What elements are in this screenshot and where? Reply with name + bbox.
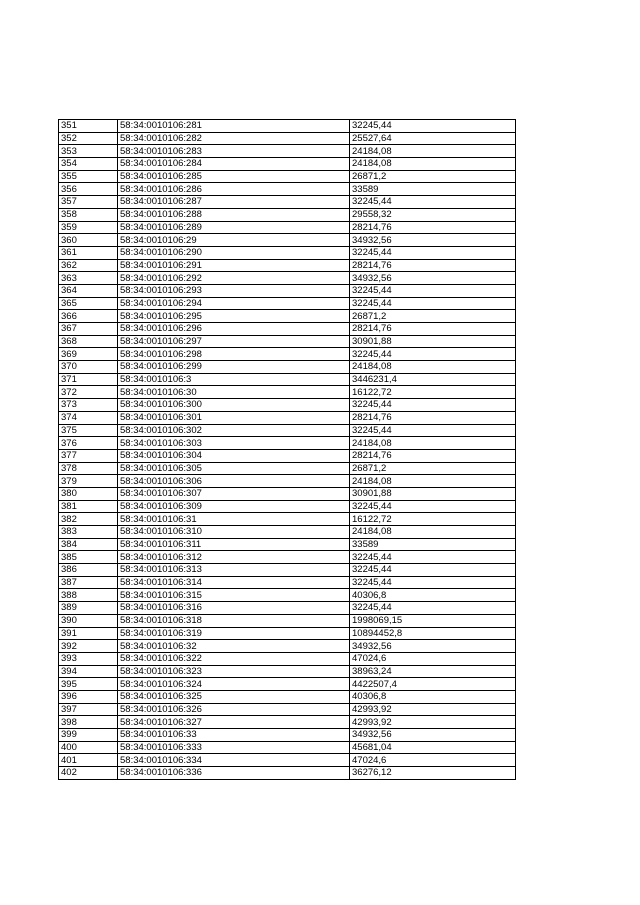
row-number-cell: 364 — [59, 284, 118, 297]
table-row — [59, 183, 516, 196]
value-cell: 28214,76 — [350, 449, 516, 462]
cadastral-number-cell: 58:34:0010106:293 — [118, 284, 350, 297]
table-row — [59, 767, 516, 780]
cadastral-number-cell: 58:34:0010106:315 — [118, 589, 350, 602]
table-row — [59, 513, 516, 526]
row-number-cell: 399 — [59, 729, 118, 742]
value-cell: 24184,08 — [350, 437, 516, 450]
table-row — [59, 297, 516, 310]
row-number-cell: 380 — [59, 487, 118, 500]
cadastral-number-cell: 58:34:0010106:309 — [118, 500, 350, 513]
row-number-cell: 374 — [59, 411, 118, 424]
value-cell: 29558,32 — [350, 208, 516, 221]
cadastral-number-cell: 58:34:0010106:288 — [118, 208, 350, 221]
table-row — [59, 652, 516, 665]
table-row — [59, 678, 516, 691]
cadastral-number-cell: 58:34:0010106:31 — [118, 513, 350, 526]
value-cell: 24184,08 — [350, 361, 516, 374]
table-row — [59, 120, 516, 133]
table-row — [59, 411, 516, 424]
cadastral-number-cell: 58:34:0010106:325 — [118, 690, 350, 703]
table-row — [59, 564, 516, 577]
table-row — [59, 361, 516, 374]
table-row — [59, 551, 516, 564]
row-number-cell: 360 — [59, 234, 118, 247]
cadastral-number-cell: 58:34:0010106:311 — [118, 538, 350, 551]
row-number-cell: 368 — [59, 335, 118, 348]
cadastral-number-cell: 58:34:0010106:284 — [118, 158, 350, 171]
cadastral-number-cell: 58:34:0010106:291 — [118, 259, 350, 272]
row-number-cell: 400 — [59, 741, 118, 754]
row-number-cell: 397 — [59, 703, 118, 716]
cadastral-number-cell: 58:34:0010106:324 — [118, 678, 350, 691]
row-number-cell: 385 — [59, 551, 118, 564]
table-row — [59, 145, 516, 158]
row-number-cell: 371 — [59, 373, 118, 386]
table-row — [59, 627, 516, 640]
cadastral-number-cell: 58:34:0010106:316 — [118, 602, 350, 615]
cadastral-number-cell: 58:34:0010106:323 — [118, 665, 350, 678]
cadastral-number-cell: 58:34:0010106:295 — [118, 310, 350, 323]
row-number-cell: 362 — [59, 259, 118, 272]
value-cell: 26871,2 — [350, 170, 516, 183]
table-row — [59, 741, 516, 754]
value-cell: 34932,56 — [350, 729, 516, 742]
row-number-cell: 384 — [59, 538, 118, 551]
cadastral-number-cell: 58:34:0010106:285 — [118, 170, 350, 183]
data-table — [58, 119, 516, 780]
value-cell: 32245,44 — [350, 348, 516, 361]
value-cell: 34932,56 — [350, 234, 516, 247]
row-number-cell: 394 — [59, 665, 118, 678]
row-number-cell: 386 — [59, 564, 118, 577]
row-number-cell: 383 — [59, 526, 118, 539]
table-row — [59, 475, 516, 488]
row-number-cell: 367 — [59, 323, 118, 336]
table-row — [59, 729, 516, 742]
row-number-cell: 389 — [59, 602, 118, 615]
value-cell: 45681,04 — [350, 741, 516, 754]
value-cell: 38963,24 — [350, 665, 516, 678]
table-row — [59, 424, 516, 437]
row-number-cell: 387 — [59, 576, 118, 589]
cadastral-number-cell: 58:34:0010106:336 — [118, 767, 350, 780]
row-number-cell: 355 — [59, 170, 118, 183]
row-number-cell: 382 — [59, 513, 118, 526]
value-cell: 36276,12 — [350, 767, 516, 780]
value-cell: 32245,44 — [350, 196, 516, 209]
row-number-cell: 391 — [59, 627, 118, 640]
table-row — [59, 170, 516, 183]
row-number-cell: 377 — [59, 449, 118, 462]
cadastral-number-cell: 58:34:0010106:32 — [118, 640, 350, 653]
value-cell: 25527,64 — [350, 132, 516, 145]
value-cell: 33589 — [350, 183, 516, 196]
row-number-cell: 366 — [59, 310, 118, 323]
row-number-cell: 372 — [59, 386, 118, 399]
row-number-cell: 396 — [59, 690, 118, 703]
cadastral-number-cell: 58:34:0010106:30 — [118, 386, 350, 399]
cadastral-number-cell: 58:34:0010106:305 — [118, 462, 350, 475]
table-row — [59, 323, 516, 336]
table-row — [59, 487, 516, 500]
table-row — [59, 538, 516, 551]
cadastral-number-cell: 58:34:0010106:313 — [118, 564, 350, 577]
row-number-cell: 379 — [59, 475, 118, 488]
cadastral-number-cell: 58:34:0010106:314 — [118, 576, 350, 589]
table-row — [59, 310, 516, 323]
row-number-cell: 378 — [59, 462, 118, 475]
table-row — [59, 526, 516, 539]
value-cell: 34932,56 — [350, 640, 516, 653]
table-row — [59, 614, 516, 627]
row-number-cell: 356 — [59, 183, 118, 196]
value-cell: 28214,76 — [350, 221, 516, 234]
table-row — [59, 462, 516, 475]
value-cell: 28214,76 — [350, 323, 516, 336]
value-cell: 34932,56 — [350, 272, 516, 285]
value-cell: 30901,88 — [350, 335, 516, 348]
cadastral-number-cell: 58:34:0010106:319 — [118, 627, 350, 640]
row-number-cell: 398 — [59, 716, 118, 729]
cadastral-number-cell: 58:34:0010106:3 — [118, 373, 350, 386]
cadastral-number-cell: 58:34:0010106:281 — [118, 120, 350, 133]
value-cell: 47024,6 — [350, 754, 516, 767]
table-row — [59, 589, 516, 602]
table-row — [59, 437, 516, 450]
value-cell: 24184,08 — [350, 158, 516, 171]
table-row — [59, 754, 516, 767]
row-number-cell: 354 — [59, 158, 118, 171]
table-row — [59, 335, 516, 348]
cadastral-number-cell: 58:34:0010106:299 — [118, 361, 350, 374]
value-cell: 32245,44 — [350, 424, 516, 437]
value-cell: 32245,44 — [350, 246, 516, 259]
row-number-cell: 402 — [59, 767, 118, 780]
value-cell: 16122,72 — [350, 513, 516, 526]
table-row — [59, 373, 516, 386]
value-cell: 26871,2 — [350, 462, 516, 475]
value-cell: 32245,44 — [350, 551, 516, 564]
cadastral-number-cell: 58:34:0010106:287 — [118, 196, 350, 209]
cadastral-number-cell: 58:34:0010106:307 — [118, 487, 350, 500]
row-number-cell: 361 — [59, 246, 118, 259]
table-row — [59, 246, 516, 259]
row-number-cell: 373 — [59, 399, 118, 412]
row-number-cell: 375 — [59, 424, 118, 437]
cadastral-number-cell: 58:34:0010106:326 — [118, 703, 350, 716]
row-number-cell: 359 — [59, 221, 118, 234]
row-number-cell: 392 — [59, 640, 118, 653]
table-row — [59, 132, 516, 145]
value-cell: 32245,44 — [350, 564, 516, 577]
cadastral-number-cell: 58:34:0010106:282 — [118, 132, 350, 145]
value-cell: 32245,44 — [350, 284, 516, 297]
cadastral-number-cell: 58:34:0010106:300 — [118, 399, 350, 412]
row-number-cell: 393 — [59, 652, 118, 665]
value-cell: 4422507,4 — [350, 678, 516, 691]
cadastral-number-cell: 58:34:0010106:290 — [118, 246, 350, 259]
cadastral-number-cell: 58:34:0010106:304 — [118, 449, 350, 462]
cadastral-number-cell: 58:34:0010106:303 — [118, 437, 350, 450]
value-cell: 24184,08 — [350, 475, 516, 488]
value-cell: 42993,92 — [350, 703, 516, 716]
row-number-cell: 381 — [59, 500, 118, 513]
value-cell: 42993,92 — [350, 716, 516, 729]
value-cell: 28214,76 — [350, 259, 516, 272]
row-number-cell: 357 — [59, 196, 118, 209]
row-number-cell: 363 — [59, 272, 118, 285]
cadastral-number-cell: 58:34:0010106:334 — [118, 754, 350, 767]
value-cell: 32245,44 — [350, 120, 516, 133]
row-number-cell: 352 — [59, 132, 118, 145]
cadastral-number-cell: 58:34:0010106:33 — [118, 729, 350, 742]
table-row — [59, 576, 516, 589]
cadastral-number-cell: 58:34:0010106:310 — [118, 526, 350, 539]
value-cell: 24184,08 — [350, 526, 516, 539]
table-row — [59, 284, 516, 297]
table-row — [59, 272, 516, 285]
table-row — [59, 234, 516, 247]
row-number-cell: 358 — [59, 208, 118, 221]
table-row — [59, 665, 516, 678]
row-number-cell: 388 — [59, 589, 118, 602]
cadastral-number-cell: 58:34:0010106:286 — [118, 183, 350, 196]
value-cell: 33589 — [350, 538, 516, 551]
table-row — [59, 602, 516, 615]
table-row — [59, 196, 516, 209]
row-number-cell: 365 — [59, 297, 118, 310]
value-cell: 16122,72 — [350, 386, 516, 399]
cadastral-number-cell: 58:34:0010106:333 — [118, 741, 350, 754]
table-row — [59, 449, 516, 462]
table-row — [59, 348, 516, 361]
table-row — [59, 259, 516, 272]
cadastral-number-cell: 58:34:0010106:301 — [118, 411, 350, 424]
row-number-cell: 370 — [59, 361, 118, 374]
table-row — [59, 640, 516, 653]
value-cell: 32245,44 — [350, 576, 516, 589]
value-cell: 24184,08 — [350, 145, 516, 158]
table-row — [59, 399, 516, 412]
cadastral-number-cell: 58:34:0010106:306 — [118, 475, 350, 488]
table-row — [59, 703, 516, 716]
value-cell: 3446231,4 — [350, 373, 516, 386]
cadastral-number-cell: 58:34:0010106:302 — [118, 424, 350, 437]
row-number-cell: 376 — [59, 437, 118, 450]
value-cell: 40306,8 — [350, 690, 516, 703]
cadastral-number-cell: 58:34:0010106:318 — [118, 614, 350, 627]
value-cell: 32245,44 — [350, 500, 516, 513]
cadastral-number-cell: 58:34:0010106:292 — [118, 272, 350, 285]
value-cell: 47024,6 — [350, 652, 516, 665]
table-row — [59, 221, 516, 234]
value-cell: 10894452,8 — [350, 627, 516, 640]
row-number-cell: 395 — [59, 678, 118, 691]
value-cell: 1998069,15 — [350, 614, 516, 627]
row-number-cell: 369 — [59, 348, 118, 361]
value-cell: 28214,76 — [350, 411, 516, 424]
cadastral-number-cell: 58:34:0010106:294 — [118, 297, 350, 310]
cadastral-number-cell: 58:34:0010106:297 — [118, 335, 350, 348]
row-number-cell: 390 — [59, 614, 118, 627]
table-body — [59, 120, 516, 780]
table-row — [59, 386, 516, 399]
table-row — [59, 716, 516, 729]
value-cell: 32245,44 — [350, 602, 516, 615]
value-cell: 40306,8 — [350, 589, 516, 602]
cadastral-number-cell: 58:34:0010106:298 — [118, 348, 350, 361]
cadastral-number-cell: 58:34:0010106:283 — [118, 145, 350, 158]
cadastral-number-cell: 58:34:0010106:289 — [118, 221, 350, 234]
cadastral-number-cell: 58:34:0010106:29 — [118, 234, 350, 247]
row-number-cell: 353 — [59, 145, 118, 158]
value-cell: 30901,88 — [350, 487, 516, 500]
table-row — [59, 158, 516, 171]
value-cell: 32245,44 — [350, 297, 516, 310]
cadastral-number-cell: 58:34:0010106:327 — [118, 716, 350, 729]
value-cell: 32245,44 — [350, 399, 516, 412]
table-row — [59, 208, 516, 221]
cadastral-number-cell: 58:34:0010106:296 — [118, 323, 350, 336]
row-number-cell: 351 — [59, 120, 118, 133]
table-row — [59, 500, 516, 513]
cadastral-number-cell: 58:34:0010106:322 — [118, 652, 350, 665]
row-number-cell: 401 — [59, 754, 118, 767]
table-row — [59, 690, 516, 703]
cadastral-number-cell: 58:34:0010106:312 — [118, 551, 350, 564]
value-cell: 26871,2 — [350, 310, 516, 323]
